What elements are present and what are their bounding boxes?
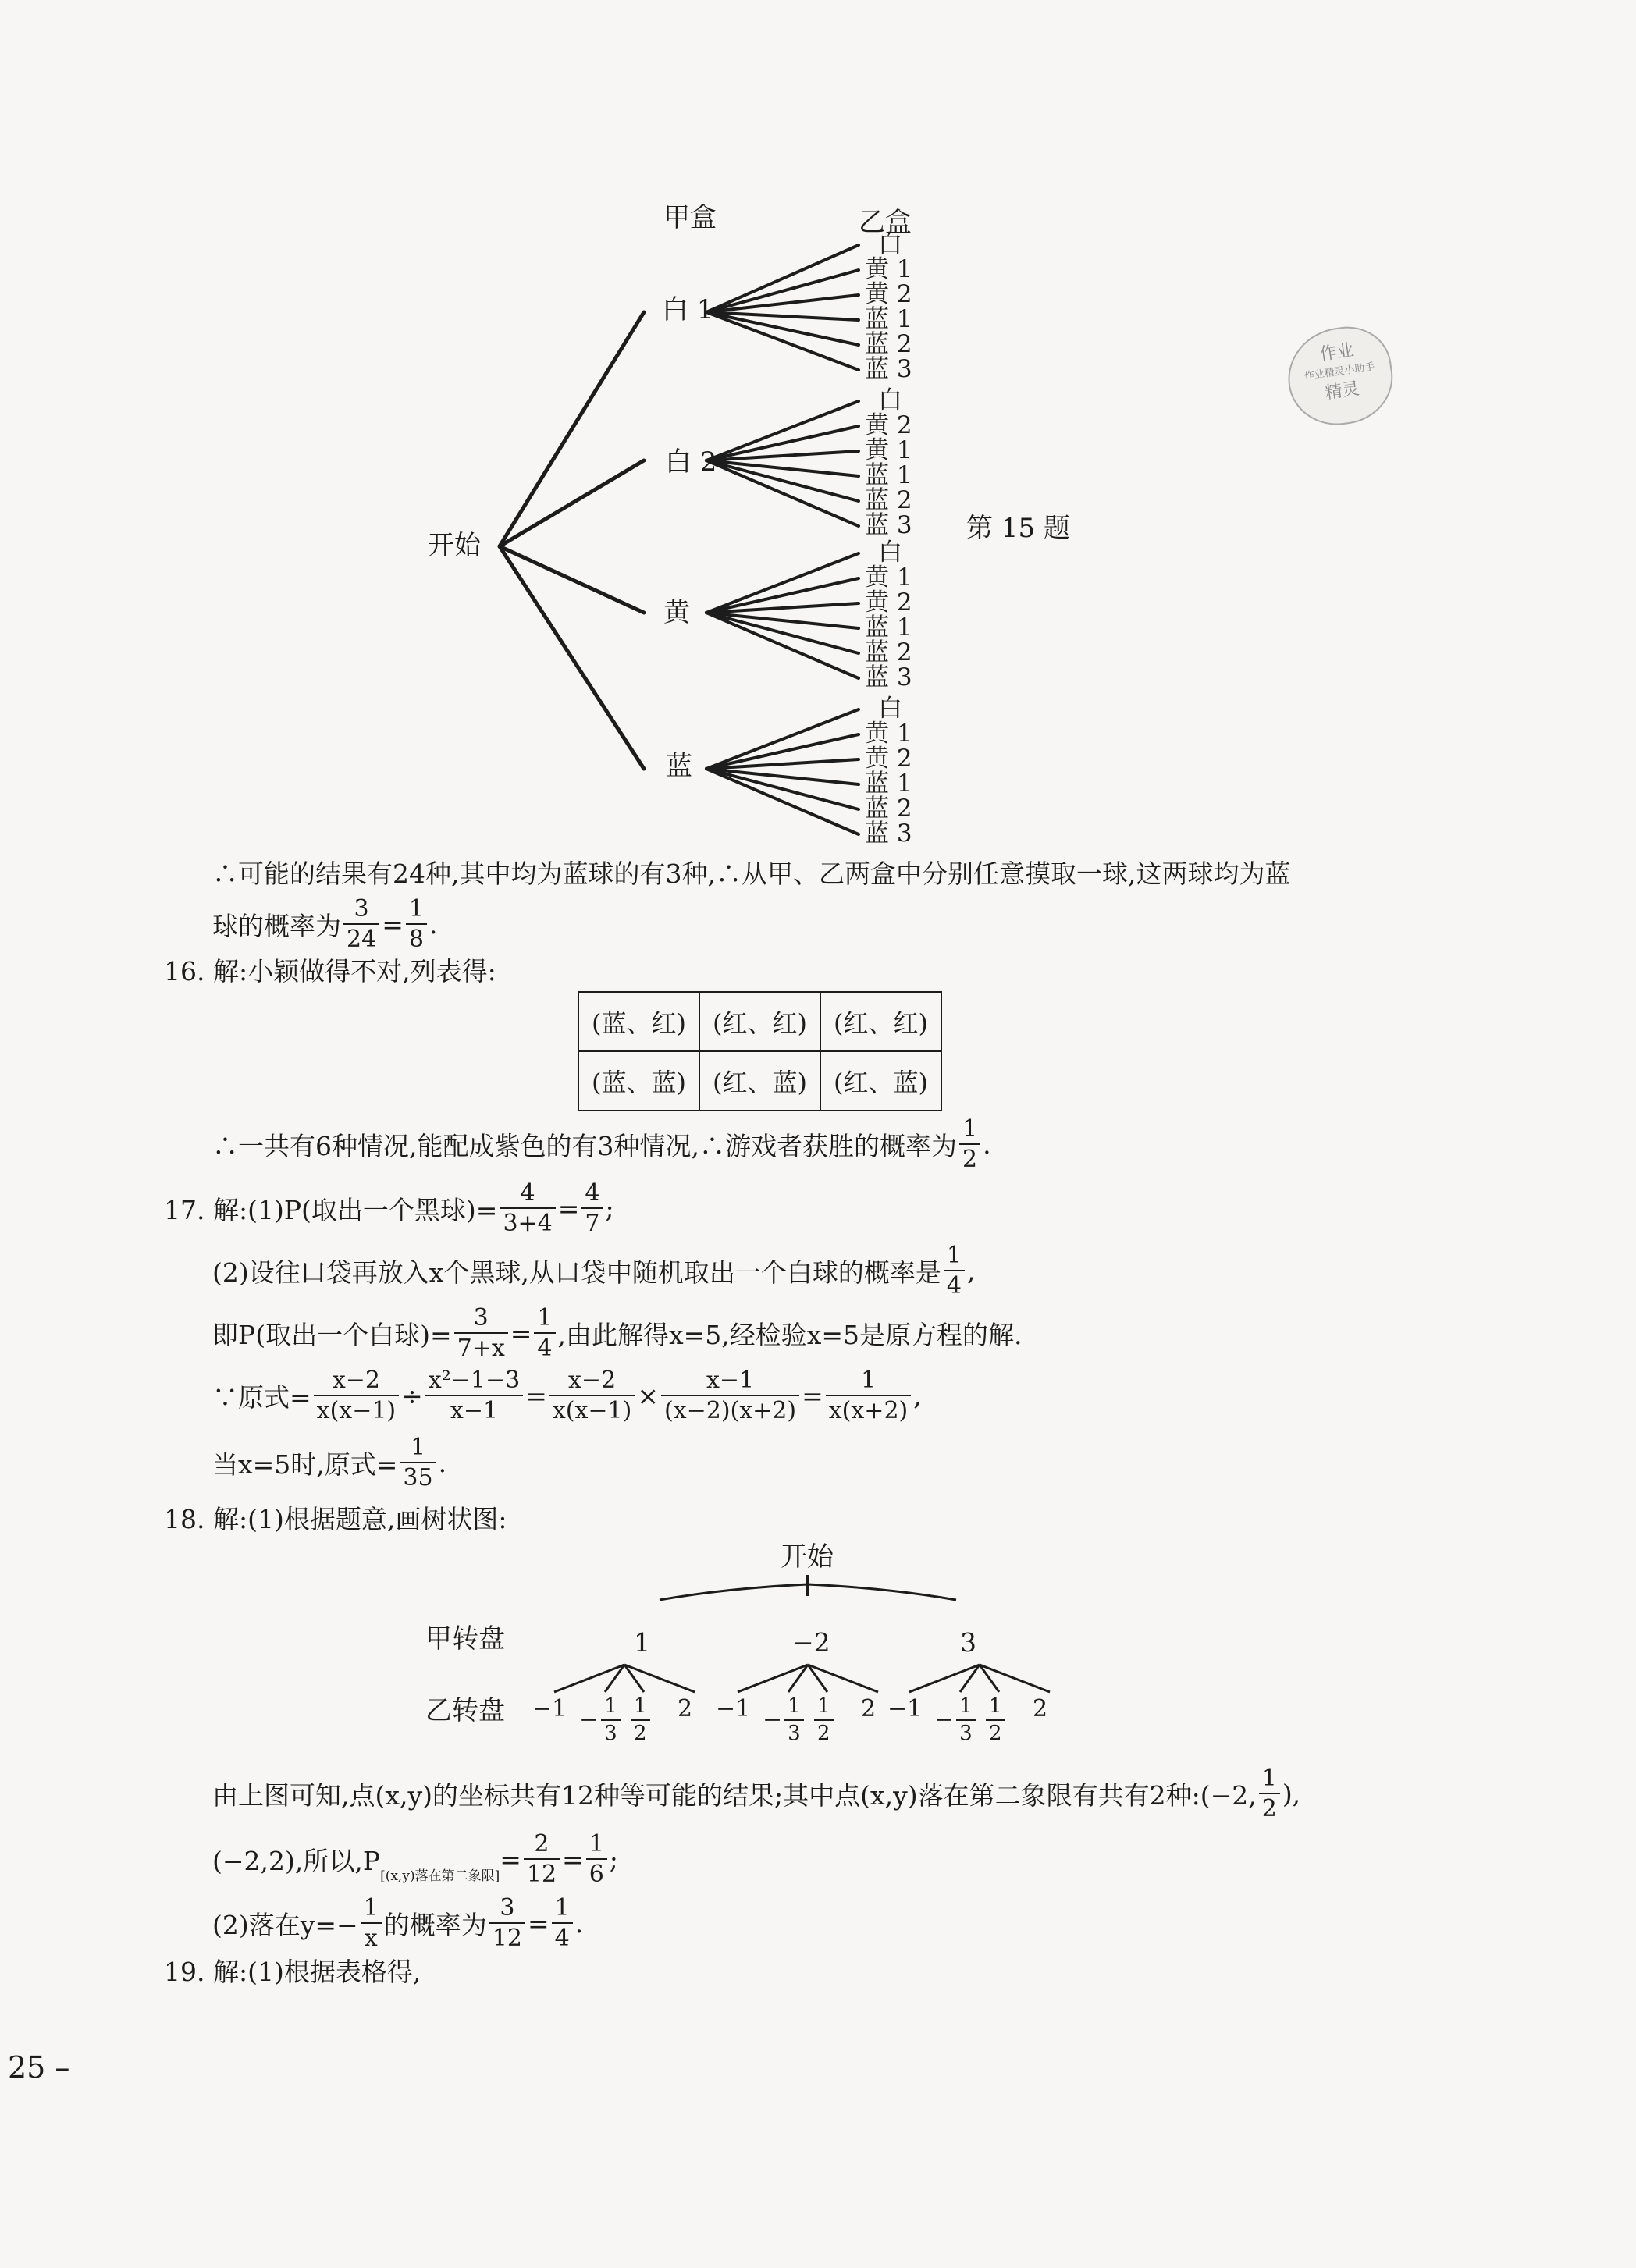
q18-leaf: −1	[532, 1695, 567, 1722]
branch-bai2: 白 2	[665, 446, 717, 478]
tree-leaf: 蓝 1	[865, 770, 912, 798]
tree-leaf: 黄 2	[865, 745, 912, 773]
tree-leaf: 蓝 2	[865, 486, 912, 514]
q18-leaf: − $\frac{1}{3}$	[579, 1695, 623, 1744]
tree-leaf: 蓝 2	[865, 330, 912, 358]
tree-leaf: 黄 2	[865, 280, 912, 308]
q18-text-line1: 由上图可知,点(x,y)的坐标共有12种等可能的结果;其中点(x,y)落在第二象限有共有2种:(−2, $\frac{1}{2}$ ),	[212, 1765, 1301, 1822]
tree-leaf: 白	[878, 695, 902, 723]
q19-heading: 19. 解:(1)根据表格得,	[164, 1957, 421, 1987]
q18-tree-start: 开始	[781, 1541, 834, 1573]
q16-cell: (红、蓝)	[699, 1051, 820, 1111]
q18-text-line3: (2)落在y=− $\frac{1}{x}$ 的概率为 $\frac{3}{12}$ = $\frac{1}{4}$ .	[212, 1894, 584, 1952]
q18-leaf: $\frac{1}{2}$	[812, 1695, 836, 1744]
tree-leaf: 蓝 3	[865, 355, 912, 383]
tree-leaf: 黄 1	[865, 720, 912, 748]
tree-header-jia: 甲盒	[663, 202, 717, 233]
tree-leaf: 蓝 1	[865, 305, 912, 333]
branch-huang: 黄	[663, 597, 690, 628]
q18-top-1: 1	[634, 1627, 650, 1658]
q15-text-line2: 球的概率为 $\frac{3}{24}$ = $\frac{1}{8}$ .	[212, 895, 438, 953]
q17-line5: 当x=5时,原式= $\frac{1}{35}$ .	[212, 1434, 447, 1491]
watermark-stamp: 作业 作业精灵小助手 精灵	[1282, 321, 1399, 431]
page-number: 25 –	[8, 2050, 70, 2085]
q18-leaf: − $\frac{1}{3}$	[763, 1695, 806, 1744]
q17-line2: (2)设往口袋再放入x个黑球,从口袋中随机取出一个白球的概率是 $\frac{1}{4}$ ,	[212, 1242, 976, 1299]
tree-leaf: 白	[878, 539, 902, 567]
tree-leaf: 蓝 2	[865, 795, 912, 823]
q18-top-neg2: −2	[792, 1627, 830, 1658]
tree-leaf: 白	[878, 386, 902, 414]
tree-leaf: 白	[878, 230, 902, 258]
tree-leaf: 蓝 3	[865, 511, 912, 539]
tree-leaf: 黄 2	[865, 411, 912, 439]
tree-leaf: 蓝 3	[865, 663, 912, 691]
tree-leaf: 黄 1	[865, 563, 912, 592]
q18-top-3: 3	[960, 1627, 976, 1658]
q17-line3: 即P(取出一个白球)= $\frac{3}{7+x}$ = $\frac{1}{4}$ ,由此解得x=5,经检验x=5是原方程的解.	[212, 1304, 1023, 1362]
tree-leaf: 蓝 2	[865, 638, 912, 667]
q18-leaf: 2	[861, 1695, 877, 1722]
q18-leaf: − $\frac{1}{3}$	[934, 1695, 978, 1744]
q18-leaf: 2	[1033, 1695, 1048, 1722]
q16-heading: 16. 解:小颖做得不对,列表得:	[164, 956, 496, 986]
q16-cell: (蓝、红)	[578, 992, 699, 1051]
q17-line1: 17. 解:(1)P(取出一个黑球)= $\frac{4}{3+4}$ = $\frac{4}{7}$ ;	[164, 1179, 614, 1237]
q18-leaf: −1	[887, 1695, 923, 1722]
tree-start: 开始	[428, 530, 481, 561]
q18-row-label-yi: 乙转盘	[425, 1695, 505, 1726]
q16-conclusion: ∴一共有6种情况,能配成紫色的有3种情况,∴游戏者获胜的概率为 $\frac{1}{2}$ .	[212, 1115, 991, 1173]
q16-cell: (红、红)	[820, 992, 941, 1051]
branch-lan: 蓝	[666, 751, 692, 782]
q18-leaf: $\frac{1}{2}$	[983, 1695, 1008, 1744]
q17-line4: ∵原式= $\frac{x-2}{x(x-1)}$ ÷ $\frac{\text{x²−1−3}}{x-1}$ = $\frac{x-2}{x(x-1)}$ × $\frac{x-1}{(x-2)(x+2)}$ = $\frac{1}{x(x+2)}$ ,	[212, 1367, 922, 1424]
tree-leaf: 蓝 1	[865, 613, 912, 642]
q18-leaf: −1	[716, 1695, 751, 1722]
tree-leaf: 蓝 1	[865, 461, 912, 489]
q18-leaf: $\frac{1}{2}$	[628, 1695, 653, 1744]
tree-header-yi: 乙盒	[859, 207, 912, 238]
tree-leaf: 黄 1	[865, 255, 912, 283]
tree-leaf: 黄 1	[865, 436, 912, 464]
q18-text-line2: (−2,2),所以,P [(x,y)落在第二象限] = $\frac{2}{12}$ = $\frac{1}{6}$ ;	[212, 1830, 618, 1888]
branch-bai1: 白 1	[662, 294, 714, 325]
q16-cell: (蓝、蓝)	[578, 1051, 699, 1111]
q18-leaf: 2	[678, 1695, 693, 1722]
q16-cell: (红、红)	[699, 992, 820, 1051]
q18-heading: 18. 解:(1)根据题意,画树状图:	[164, 1504, 507, 1534]
q16-cell: (红、蓝)	[820, 1051, 941, 1111]
q15-text-line1: ∴可能的结果有24种,其中均为蓝球的有3种,∴从甲、乙两盒中分别任意摸取一球,这两球均为蓝	[212, 858, 1291, 889]
q18-row-label-jia: 甲转盘	[425, 1623, 505, 1655]
tree-leaf: 黄 2	[865, 588, 912, 617]
tree-caption: 第 15 题	[966, 513, 1070, 544]
tree-leaf: 蓝 3	[865, 819, 912, 848]
